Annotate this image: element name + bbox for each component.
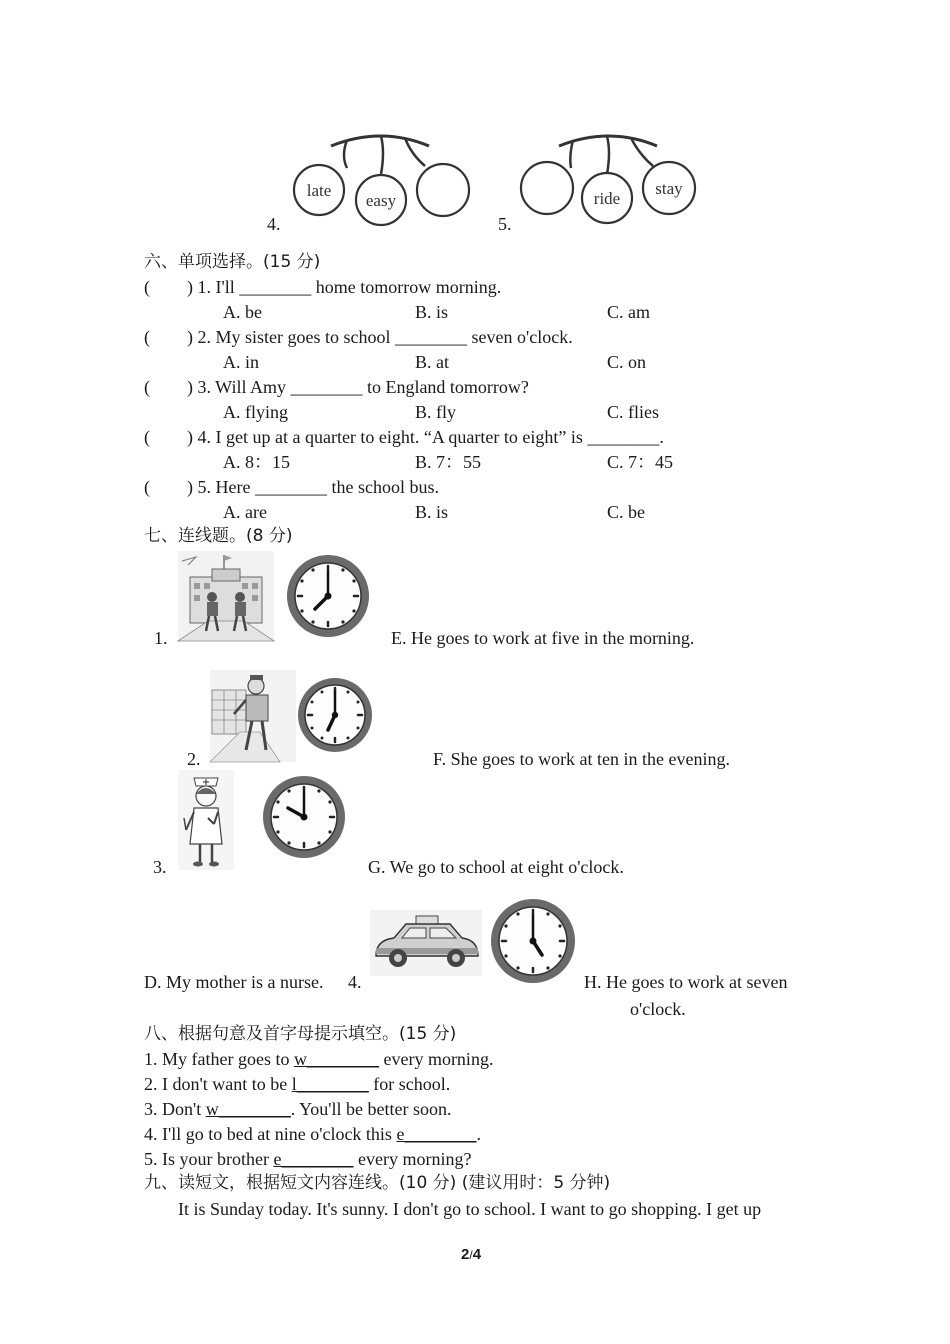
section-title: 六、单项选择。(15 分) [144,252,321,272]
balloon-word: easy [365,191,397,210]
balloon-picture [293,132,473,227]
clock-icon [297,672,373,758]
option-b: B. 7：55 [415,452,482,472]
option-c: C. on [607,352,647,372]
clock-icon [285,553,371,639]
balloon-word: late [306,181,332,200]
blank: w________ [205,1099,291,1119]
match-sentence: E. He goes to work at five in the morning. [391,628,695,648]
fill-sentence: 1. My father goes to w________ every morning. [144,1049,494,1069]
question-text: ) 4. I get up at a quarter to eight. “A quarter to eight” is ________. [187,427,664,447]
blank: e________ [273,1149,354,1169]
balloon-word: stay [655,179,683,198]
section-title: 七、连线题。(8 分) [144,526,293,546]
answer-paren: ( [144,277,150,297]
item-number: 3. [153,857,167,877]
blank: e________ [396,1124,477,1144]
section-title: 九、读短文，根据短文内容连线。(10 分) (建议用时：5 分钟) [144,1173,611,1193]
option-a: A. be [223,302,262,322]
item-number: 4. [348,972,362,992]
option-c: C. flies [607,402,659,422]
item-number: 2. [187,749,201,769]
option-a: A. 8：15 [223,452,290,472]
clock-icon [261,774,347,860]
fill-sentence: 4. I'll go to bed at nine o'clock this e________. [144,1124,481,1144]
option-c: C. am [607,302,650,322]
fill-sentence: 2. I don't want to be l________ for school. [144,1074,451,1094]
option-c: C. be [607,502,645,522]
match-sentence: F. She goes to work at ten in the evening. [433,749,731,769]
option-b: B. fly [415,402,457,422]
balloon-number: 4. [267,214,281,234]
answer-paren: ( [144,427,150,447]
fill-sentence: 5. Is your brother e________ every morning? [144,1149,472,1169]
option-a: A. are [223,502,267,522]
option-c: C. 7：45 [607,452,674,472]
balloon-word: ride [593,189,621,208]
answer-paren: ( [144,477,150,497]
match-sentence: o'clock. [630,999,686,1019]
question-text: ) 2. My sister goes to school ________ seven o'clock. [187,327,573,347]
answer-paren: ( [144,377,150,397]
taxi-icon [370,910,482,976]
balloon-picture [519,132,699,227]
balloon-number: 5. [498,214,512,234]
section-title: 八、根据句意及首字母提示填空。(15 分) [144,1024,457,1044]
blank: l________ [291,1074,369,1094]
match-sentence: D. My mother is a nurse. [144,972,324,992]
clock-icon [490,896,576,986]
match-sentence: H. He goes to work at seven [584,972,788,992]
fill-sentence: 3. Don't w________. You'll be better soon. [144,1099,452,1119]
option-b: B. is [415,502,449,522]
blank: w________ [293,1049,379,1069]
page-number: 2/4 [461,1246,482,1263]
item-number: 1. [154,628,168,648]
reading-passage: It is Sunday today. It's sunny. I don't go to school. I want to go shopping. I get up [178,1199,762,1219]
option-a: A. in [223,352,259,372]
option-b: B. at [415,352,449,372]
question-text: ) 1. I'll ________ home tomorrow morning. [187,277,502,297]
match-sentence: G. We go to school at eight o'clock. [368,857,624,877]
answer-paren: ( [144,327,150,347]
question-text: ) 3. Will Amy ________ to England tomorrow? [187,377,529,397]
option-b: B. is [415,302,449,322]
option-a: A. flying [223,402,288,422]
worker-icon [210,670,296,762]
school-icon [178,551,274,641]
question-text: ) 5. Here ________ the school bus. [187,477,439,497]
nurse-icon [178,770,234,870]
